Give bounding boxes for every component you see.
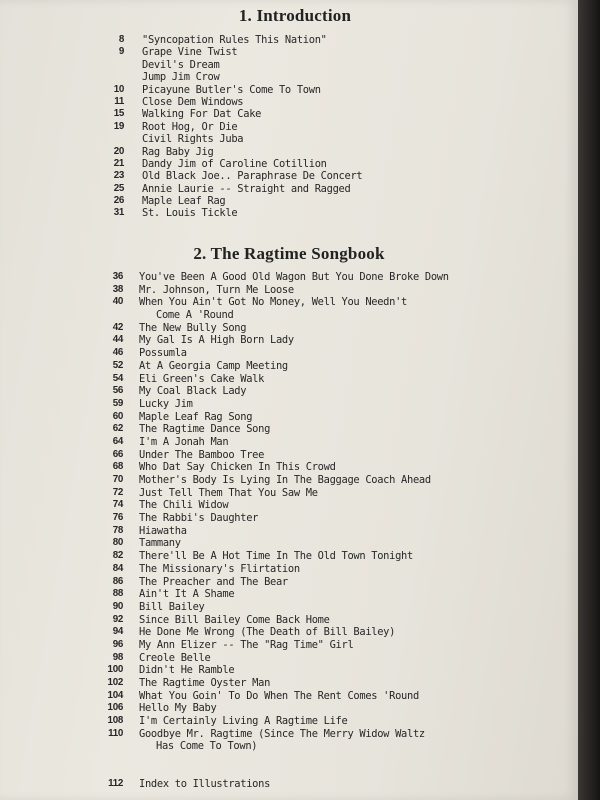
page-number: 94 — [112, 626, 123, 638]
toc-entry — [0, 525, 578, 538]
entry-title: I'm A Jonah Man — [139, 435, 229, 448]
toc-entry — [0, 296, 578, 309]
page-number: 40 — [112, 296, 123, 308]
entry-title: Eli Green's Cake Walk — [139, 372, 265, 385]
toc-entry — [0, 576, 578, 589]
entry-title: The New Bully Song — [139, 321, 247, 334]
toc-entry — [0, 702, 578, 715]
entry-title: He Done Me Wrong (The Death of Bill Bailey) — [139, 626, 396, 639]
toc-entry — [0, 690, 578, 703]
toc-entry — [0, 158, 578, 170]
entry-title: I'm Certainly Living A Ragtime Life — [139, 715, 348, 728]
page-number: 60 — [112, 410, 123, 422]
entry-title: My Coal Black Lady — [139, 385, 247, 398]
page-number: 96 — [112, 638, 123, 650]
page-number: 52 — [112, 359, 123, 371]
entry-title: The Ragtime Dance Song — [139, 423, 271, 436]
toc-entry — [0, 677, 578, 690]
page-number: 102 — [107, 677, 123, 688]
entry-title: At A Georgia Camp Meeting — [139, 359, 288, 372]
toc-entry — [0, 652, 578, 665]
entry-title: The Chili Widow — [139, 499, 229, 512]
page-number: 21 — [113, 157, 124, 169]
toc-entry — [0, 121, 578, 133]
toc-entry — [0, 334, 578, 347]
toc-entry — [0, 537, 578, 550]
toc-entry — [0, 46, 578, 58]
toc-entry — [0, 84, 578, 96]
toc-entry — [0, 461, 578, 474]
page-number: 92 — [112, 613, 123, 625]
toc-entry — [0, 449, 578, 462]
entry-title: Under The Bamboo Tree — [139, 448, 265, 461]
page-number: 70 — [112, 474, 123, 485]
page-number: 108 — [107, 715, 123, 727]
toc-entry — [0, 59, 578, 71]
page-number: 8 — [118, 34, 124, 45]
entry-title: When You Ain't Got No Money, Well You Needn't — [139, 296, 408, 309]
page-number: 54 — [112, 372, 123, 384]
toc-entry — [0, 601, 578, 614]
entry-title: Creole Belle — [139, 651, 211, 664]
section-heading-introduction: 1. Introduction — [238, 6, 352, 25]
page-number: 80 — [112, 537, 123, 549]
toc-entry — [0, 347, 578, 360]
entry-title: Grape Vine Twist — [142, 46, 238, 59]
entry-title: Walking For Dat Cake — [142, 108, 262, 121]
entry-title: Annie Laurie -- Straight and Ragged — [142, 182, 351, 195]
entry-title: There'll Be A Hot Time In The Old Town Tonight — [139, 550, 413, 563]
entry-title: Come A 'Round — [156, 309, 234, 322]
page-number: 11 — [114, 95, 124, 107]
entry-title: My Ann Elizer -- The "Rag Time" Girl — [139, 638, 354, 651]
toc-entry — [0, 487, 578, 500]
entry-title: Ain't It A Shame — [139, 588, 235, 601]
entry-title: Devil's Dream — [142, 58, 220, 71]
page-number: 106 — [107, 702, 123, 714]
page-number: 10 — [113, 83, 124, 95]
introduction-list — [0, 34, 578, 220]
entry-title: What You Goin' To Do When The Rent Comes 'Round — [139, 689, 419, 702]
page-number: 98 — [112, 651, 123, 663]
entry-title: Root Hog, Or Die — [142, 120, 238, 133]
page-number: 86 — [112, 575, 123, 587]
songbook-list — [0, 271, 578, 753]
toc-entry — [0, 271, 578, 284]
toc-entry — [0, 626, 578, 639]
entry-title: Has Come To Town) — [156, 740, 258, 753]
entry-title: Mr. Johnson, Turn Me Loose — [139, 283, 294, 296]
page-number: 23 — [113, 170, 124, 182]
page-number: 64 — [112, 435, 123, 447]
page-number: 44 — [112, 334, 123, 346]
toc-entry — [0, 728, 578, 741]
entry-title: Since Bill Bailey Come Back Home — [139, 613, 330, 626]
page-number: 104 — [107, 689, 123, 701]
page-number: 38 — [112, 283, 123, 295]
toc-entry — [0, 614, 578, 627]
toc-entry — [0, 499, 578, 512]
toc-entry — [0, 474, 578, 487]
toc-entry — [0, 423, 578, 436]
entry-title: Maple Leaf Rag Song — [139, 410, 253, 423]
entry-title: Civil Rights Juba — [142, 133, 244, 146]
entry-title: My Gal Is A High Born Lady — [139, 334, 294, 347]
toc-entry — [0, 108, 578, 120]
entry-title: Hello My Baby — [139, 702, 217, 715]
entry-title: Bill Bailey — [139, 600, 205, 613]
page-number: 56 — [112, 385, 123, 397]
page-number: 76 — [112, 512, 123, 524]
page-number: 15 — [113, 108, 124, 120]
entry-title: Didn't He Ramble — [139, 664, 235, 677]
toc-entry — [0, 322, 578, 335]
entry-title: Goodbye Mr. Ragtime (Since The Merry Widow Waltz — [139, 727, 425, 740]
toc-entry — [0, 664, 578, 677]
toc-entry — [0, 398, 578, 411]
page-number: 19 — [113, 120, 124, 132]
entry-title: Index to Illustrations — [139, 778, 271, 790]
page-number: 46 — [112, 347, 123, 359]
page-number: 74 — [112, 499, 123, 511]
toc-entry — [0, 96, 578, 108]
page-number: 59 — [112, 397, 123, 409]
toc-entry — [0, 563, 578, 576]
page-number: 78 — [112, 524, 123, 536]
page-number: 26 — [113, 195, 124, 207]
entry-title: The Rabbi's Daughter — [139, 512, 259, 525]
page-edge-shadow — [578, 0, 600, 800]
entry-title: Lucky Jim — [139, 397, 193, 410]
entry-title: Who Dat Say Chicken In This Crowd — [139, 461, 336, 474]
page-number: 31 — [113, 207, 124, 219]
toc-entry — [0, 34, 578, 46]
toc-entry — [0, 146, 578, 158]
toc-entry — [0, 411, 578, 424]
toc-entry — [0, 284, 578, 297]
page-number: 100 — [107, 664, 123, 676]
entry-title: "Syncopation Rules This Nation" — [142, 34, 327, 46]
toc-entry — [0, 715, 578, 728]
toc-entry — [0, 373, 578, 386]
toc-entry — [0, 778, 578, 791]
entry-title: Hiawatha — [139, 524, 187, 537]
page-number: 62 — [112, 423, 123, 435]
toc-entry — [0, 183, 578, 195]
toc-entry — [0, 740, 578, 753]
page-number: 36 — [112, 271, 123, 282]
page-number: 68 — [112, 461, 123, 473]
entry-title: St. Louis Tickle — [142, 207, 238, 220]
toc-entry — [0, 588, 578, 601]
page-number: 9 — [118, 46, 124, 58]
page-number: 72 — [112, 486, 123, 498]
entry-title: The Preacher and The Bear — [139, 575, 288, 588]
entry-title: Jump Jim Crow — [142, 71, 220, 84]
page-number: 84 — [112, 562, 123, 574]
toc-entry — [0, 639, 578, 652]
toc-entry — [0, 550, 578, 563]
page-number: 82 — [112, 550, 123, 562]
entry-title: The Missionary's Flirtation — [139, 562, 300, 575]
page-number: 112 — [108, 778, 123, 789]
entry-title: Mother's Body Is Lying In The Baggage Coach Ahead — [139, 474, 431, 486]
entry-title: Rag Baby Jig — [142, 145, 214, 158]
index-entry — [0, 778, 578, 791]
toc-entry — [0, 71, 578, 83]
toc-entry — [0, 436, 578, 449]
entry-title: Just Tell Them That You Saw Me — [139, 486, 318, 499]
page-number: 20 — [113, 145, 124, 157]
entry-title: Dandy Jim of Caroline Cotillion — [142, 157, 327, 170]
page-number: 42 — [112, 321, 123, 333]
entry-title: Old Black Joe.. Paraphrase De Concert — [142, 170, 363, 183]
page-number: 66 — [112, 448, 123, 460]
toc-entry — [0, 133, 578, 145]
page-number: 110 — [108, 727, 123, 739]
entry-title: The Ragtime Oyster Man — [139, 677, 271, 689]
toc-entry — [0, 309, 578, 322]
toc-entry — [0, 385, 578, 398]
entry-title: Possumla — [139, 347, 187, 360]
page-number: 90 — [112, 600, 123, 612]
page-number: 25 — [113, 182, 124, 194]
entry-title: Tammany — [139, 537, 181, 550]
entry-title: You've Been A Good Old Wagon But You Done Broke Down — [139, 271, 449, 283]
toc-entry — [0, 360, 578, 373]
toc-entry — [0, 512, 578, 525]
toc-entry — [0, 170, 578, 182]
toc-entry — [0, 195, 578, 207]
entry-title: Maple Leaf Rag — [142, 195, 226, 208]
section-heading-ragtime-songbook: 2. The Ragtime Songbook — [193, 244, 385, 263]
entry-title: Picayune Butler's Come To Town — [142, 83, 321, 96]
toc-entry — [0, 207, 578, 219]
page-number: 88 — [112, 588, 123, 600]
entry-title: Close Dem Windows — [142, 95, 244, 108]
